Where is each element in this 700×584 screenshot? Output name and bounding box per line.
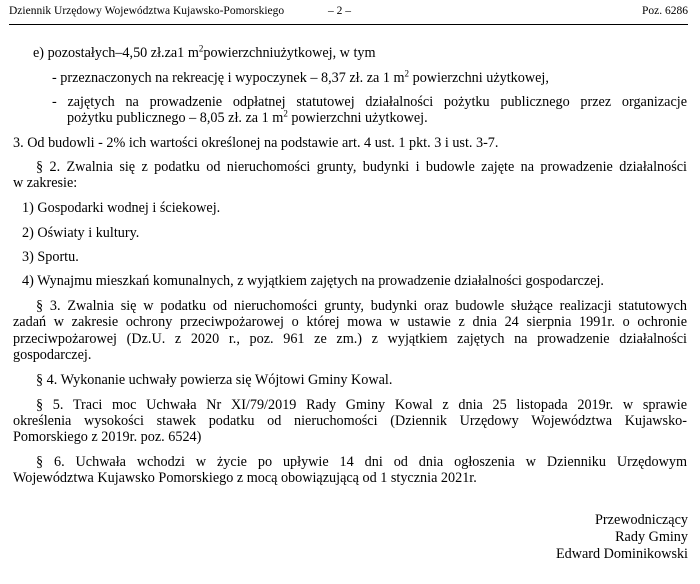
par3-line4: gospodarczej.	[13, 347, 92, 363]
par5-line1: § 5. Traci moc Uchwała Nr XI/79/2019 Rady Gminy Kowal z dnia 25 listopada 2019r. w sprawie	[36, 397, 687, 413]
point-e-recreation	[52, 70, 549, 87]
point-e-line	[33, 45, 376, 62]
header-rule	[9, 24, 688, 25]
par2-line1: § 2. Zwalnia się z podatku od nieruchomości grunty, budynki i budowle zajęte na prowadzenie działalności	[36, 159, 687, 175]
par3-line2: zadań w zakresie ochrony przeciwpożarowej o której mowa w ustawie z dnia 24 sierpnia 1991r. o ochronie	[13, 314, 687, 330]
par2-item-1: 1) Gospodarki wodnej i ściekowej.	[22, 200, 221, 216]
superscript-2: 2	[198, 43, 204, 54]
journal-title: Dziennik Urzędowy Województwa Kujawsko-Pomorskiego	[9, 5, 285, 17]
signature-body: Rady Gminy	[615, 529, 688, 545]
signature-role: Przewodniczący	[595, 512, 688, 528]
par3-line1: § 3. Zwalnia się w podatku od nieruchomości grunty, budynki oraz budowle służące realizacji statutowych	[36, 298, 687, 314]
superscript-2: 2	[404, 68, 410, 79]
par6-line2: Województwa Kujawsko Pomorskiego z mocą obowiązującą od 1 stycznia 2021r.	[13, 470, 477, 486]
page-header	[9, 5, 688, 21]
signature-name: Edward Dominikowski	[555, 546, 688, 562]
point-3: 3. Od budowli - 2% ich wartości określonej na podstawie art. 4 ust. 1 pkt. 3 i ust. 3-7.	[13, 135, 499, 151]
par5-line3: Pomorskiego z 2019r. poz. 6524)	[13, 429, 202, 445]
par2-item-3: 3) Sportu.	[22, 249, 79, 265]
par4: § 4. Wykonanie uchwały powierza się Wójtowi Gminy Kowal.	[36, 372, 393, 388]
point-e-tail: powierzchniużytkowej, w tym	[203, 45, 376, 61]
point-e-opp-line2	[67, 110, 428, 127]
opp-tail: powierzchni użytkowej.	[287, 110, 428, 126]
recreation-tail: powierzchni użytkowej,	[409, 70, 549, 86]
par3-line3: przeciwpożarowej (Dz.U. z 2020 r., poz. 961 ze zm.) z wyjątkiem zajętych na prowadzenie działalności	[13, 331, 687, 347]
par2-item-4: 4) Wynajmu mieszkań komunalnych, z wyjątkiem zajętych na prowadzenie działalności gospodarczej.	[22, 273, 604, 289]
par2-line2: w zakresie:	[13, 175, 78, 191]
recreation-text: - przeznaczonych na rekreację i wypoczynek – 8,37 zł. za 1 m	[52, 70, 405, 86]
superscript-2: 2	[283, 108, 288, 119]
par6-line1: § 6. Uchwała wchodzi w życie po upływie 14 dni od dnia ogłoszenia w Dzienniku Urzędowym	[36, 454, 687, 470]
par2-item-2: 2) Oświaty i kultury.	[22, 225, 140, 241]
point-e-opp-line1: - zajętych na prowadzenie odpłatnej statutowej działalności pożytku publicznego przez organizacje	[52, 94, 687, 110]
point-e-text: e) pozostałych–4,50 zł.za1 m	[33, 45, 199, 61]
opp-text: pożytku publicznego – 8,05 zł. za 1 m	[67, 110, 284, 126]
par5-line2: określenia wysokości stawek podatku od nieruchomości (Dziennik Urzędowy Województwa Kujawsko-	[13, 413, 687, 429]
page-number: – 2 –	[328, 5, 351, 17]
position-number: Poz. 6286	[642, 5, 688, 17]
